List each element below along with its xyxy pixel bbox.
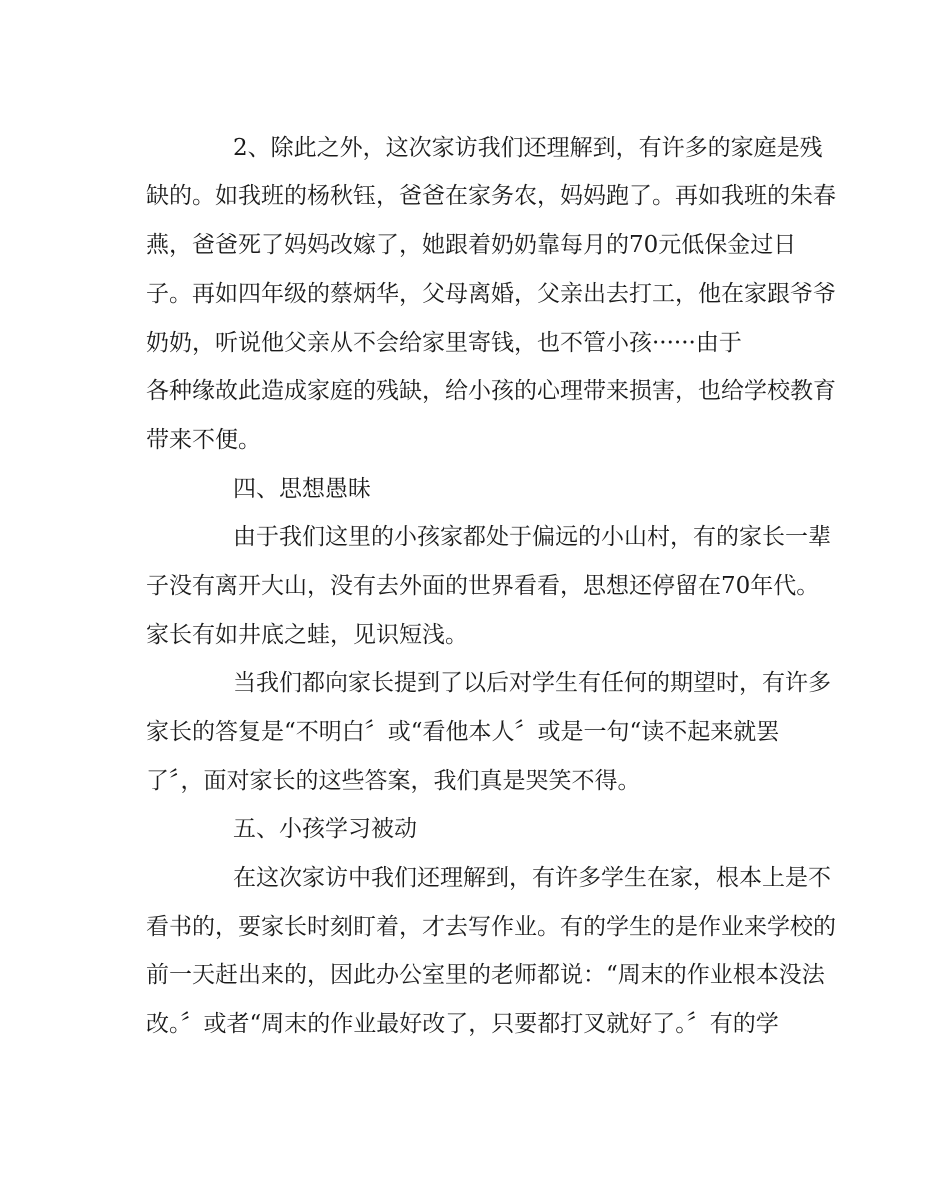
paragraph-line: 带来不便。 <box>146 427 261 453</box>
paragraph-line: 子。再如四年级的蔡炳华，父母离婚，父亲出去打工，他在家跟爷爷 <box>146 281 836 307</box>
paragraph-line: 前一天赶出来的，因此办公室里的老师都说：“周末的作业根本没法 <box>146 962 825 988</box>
paragraph-line: 燕，爸爸死了妈妈改嫁了，她跟着奶奶靠每月的70元低保金过日 <box>146 232 797 258</box>
paragraph-line: 当我们都向家长提到了以后对学生有任何的期望时，有许多 <box>233 670 831 696</box>
paragraph-line: 子没有离开大山，没有去外面的世界看看，思想还停留在70年代。 <box>146 573 820 599</box>
paragraph-line: 2、除此之外，这次家访我们还理解到，有许多的家庭是残 <box>233 135 823 161</box>
paragraph-line: 看书的，要家长时刻盯着，才去写作业。有的学生的是作业来学校的 <box>146 914 836 940</box>
paragraph-line: 家长有如井底之蛙，见识短浅。 <box>146 622 468 648</box>
paragraph-line: 在这次家访中我们还理解到，有许多学生在家，根本上是不 <box>233 865 831 891</box>
section-heading: 五、小孩学习被动 <box>233 816 417 842</box>
paragraph-line: 奶奶，听说他父亲从不会给家里寄钱，也不管小孩······由于 <box>146 330 742 356</box>
paragraph-line: 缺的。如我班的杨秋钰，爸爸在家务农，妈妈跑了。再如我班的朱春 <box>146 183 836 209</box>
paragraph-line: 由于我们这里的小孩家都处于偏远的小山村，有的家长一辈 <box>233 524 831 550</box>
paragraph-line: 了〞，面对家长的这些答案，我们真是哭笑不得。 <box>146 768 641 794</box>
paragraph-line: 家长的答复是“不明白〞或“看他本人〞或是一句“读不起来就罢 <box>146 719 780 745</box>
paragraph-line: 改。〞或者“周末的作业最好改了，只要都打叉就好了。〞有的学 <box>146 1011 779 1037</box>
section-heading: 四、思想愚昧 <box>233 476 371 502</box>
paragraph-line: 各种缘故此造成家庭的残缺，给小孩的心理带来损害，也给学校教育 <box>146 378 836 404</box>
